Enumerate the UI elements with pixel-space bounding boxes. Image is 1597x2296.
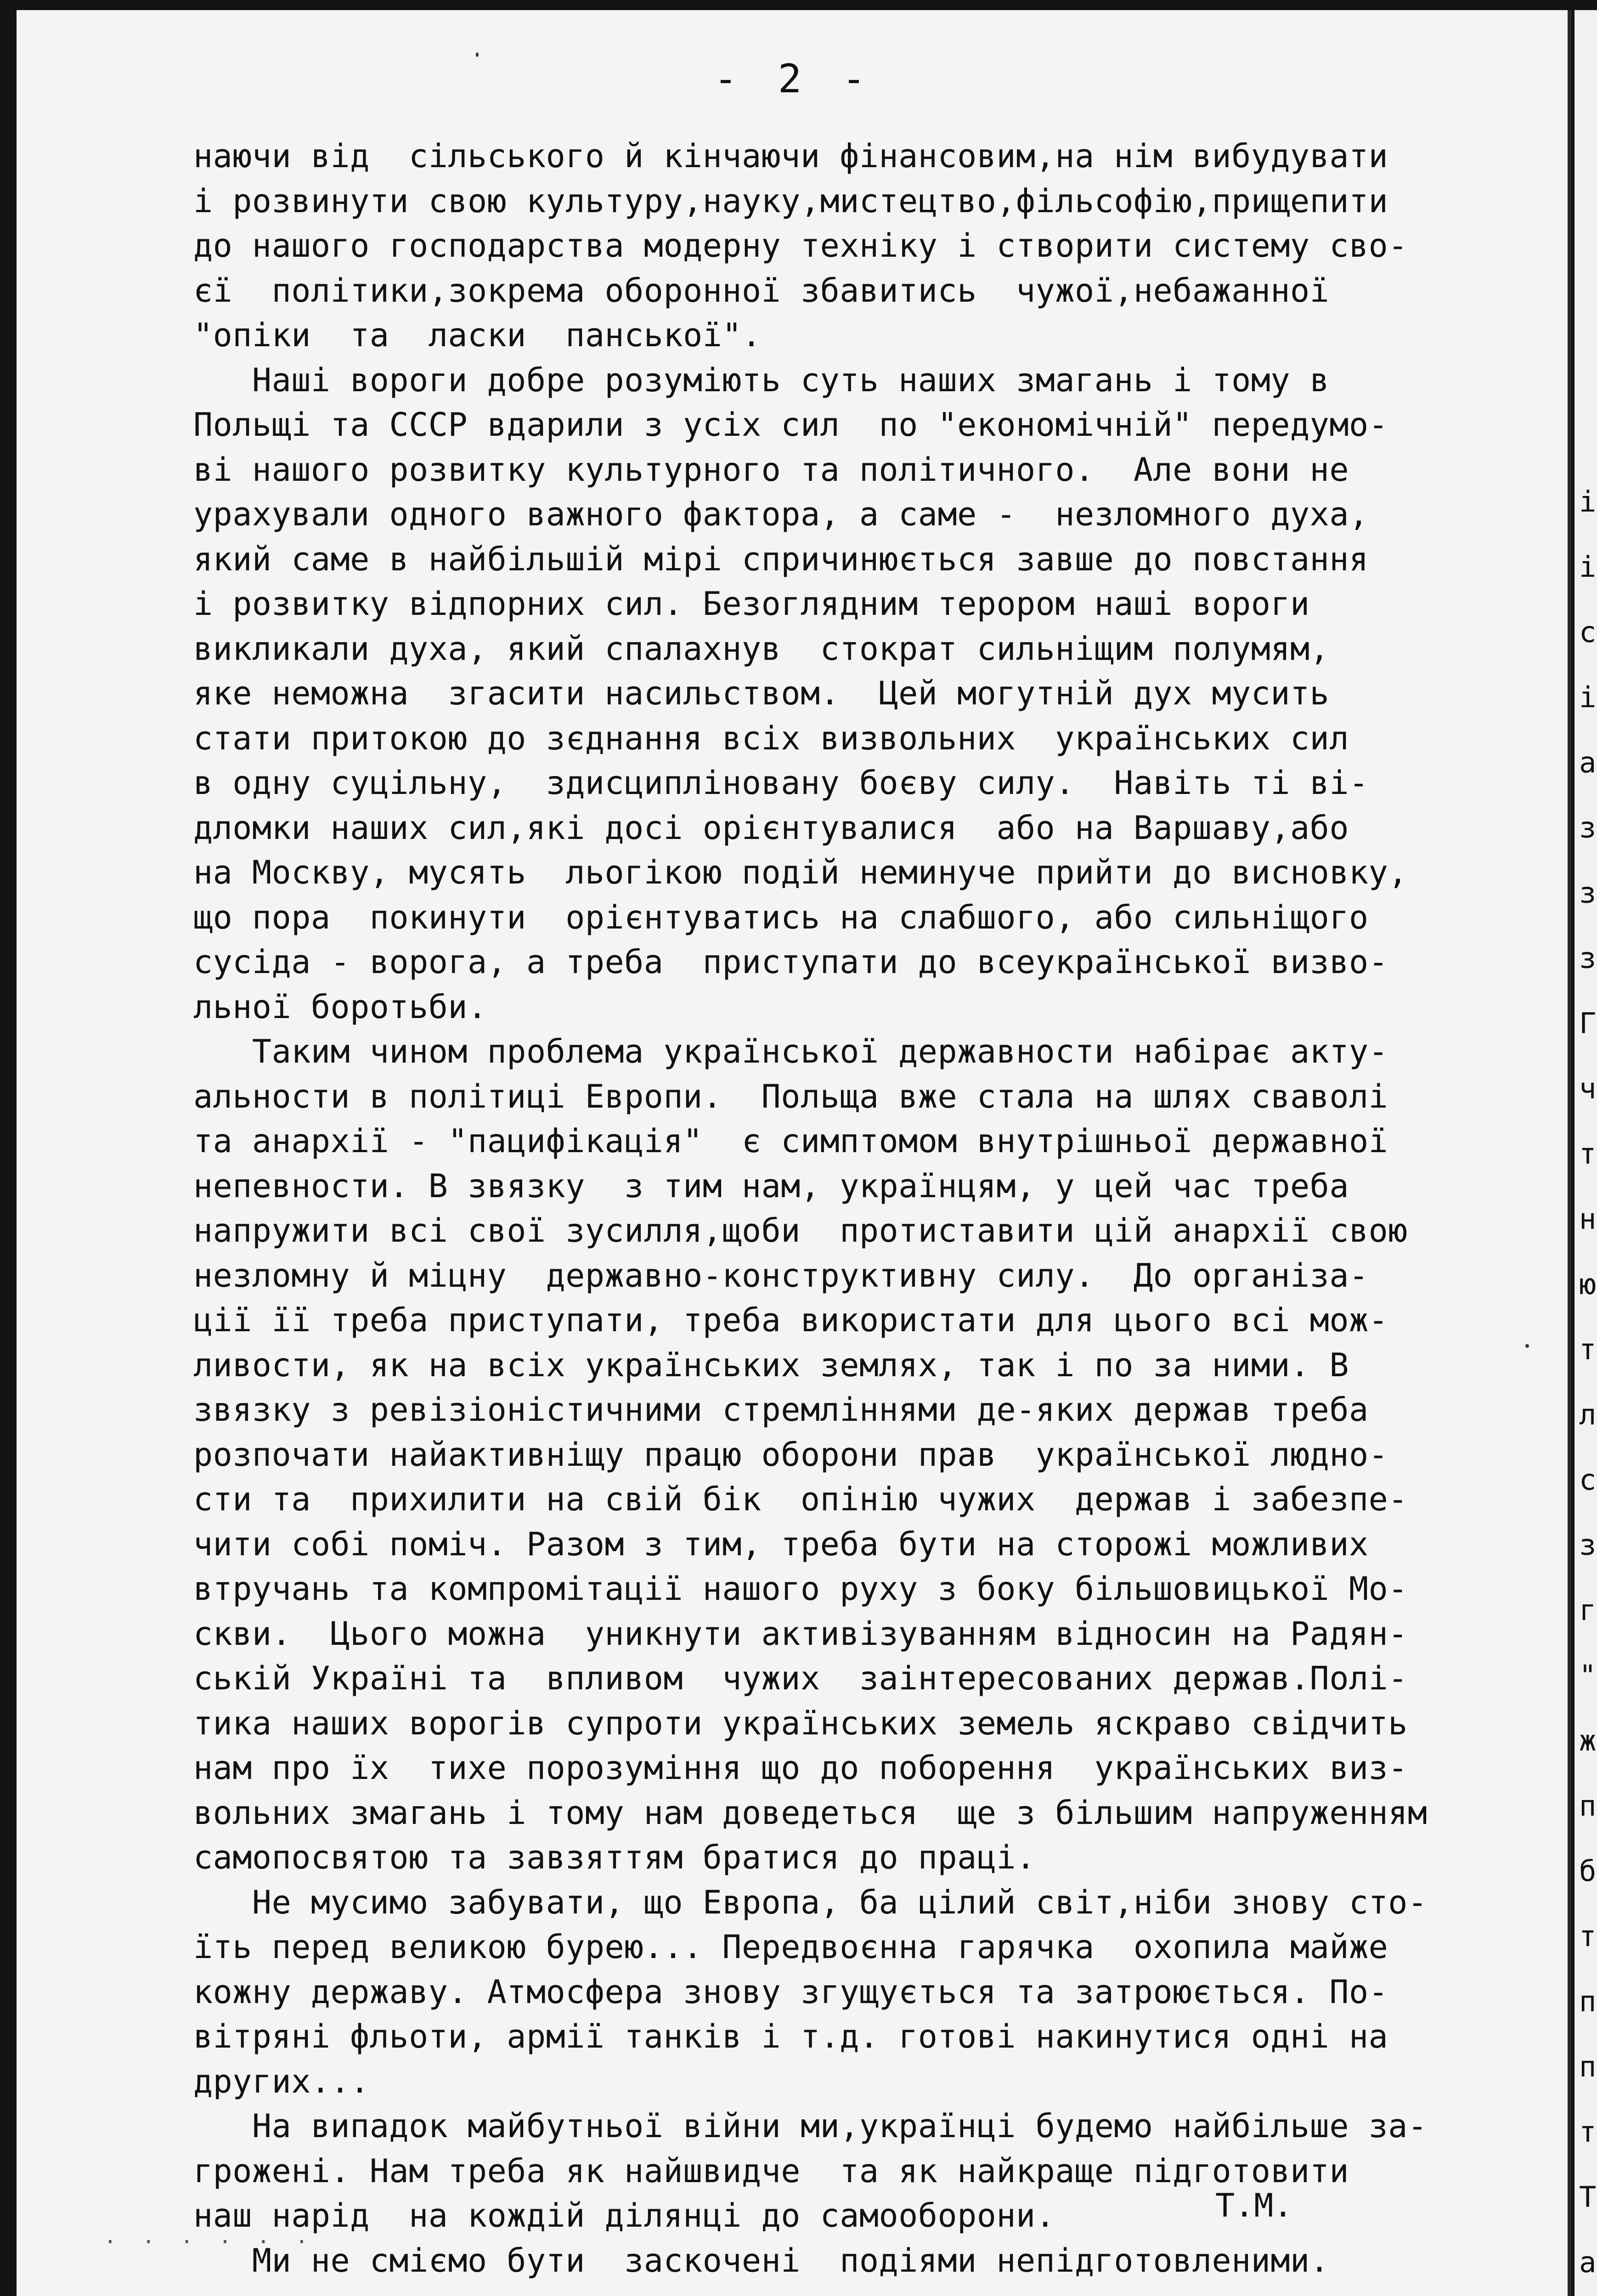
adjacent-page-char: Т	[1579, 2180, 1597, 2214]
text-line: вольних змагань і тому нам доведеться ще з більшим напруженням	[193, 1794, 1428, 1832]
adjacent-page-char: т	[1579, 1919, 1597, 1953]
page-number: - 2 -	[714, 56, 874, 102]
text-line: непевности. В звязку з тим нам, українцям, у цей час треба	[193, 1167, 1349, 1205]
adjacent-page-char: і	[1579, 485, 1597, 518]
text-line: чити собі поміч. Разом з тим, треба бути на сторожі можливих	[193, 1525, 1369, 1563]
adjacent-page-char: і	[1579, 550, 1597, 584]
text-line: Наші вороги добре розуміють суть наших змагань і тому в	[193, 361, 1330, 399]
ink-speck	[1525, 1344, 1529, 1348]
text-line: стати притокою до зєднання всіх визвольних українських сил	[193, 719, 1349, 757]
adjacent-page-char: т	[1579, 1333, 1597, 1366]
text-line: яке неможна згасити насильством. Цей могутній дух мусить	[193, 675, 1330, 712]
text-line: Ми не сміємо бути заскочені подіями непідготовленими.	[193, 2241, 1330, 2279]
text-line: втручань та компромітації нашого руху з боку більшовицької Мо-	[193, 1570, 1408, 1608]
ink-speck	[476, 52, 479, 57]
adjacent-page-char: л	[1579, 1398, 1597, 1431]
text-line: їть перед великою бурею... Передвоєнна гарячка охопила майже	[193, 1928, 1388, 1966]
text-line: єї політики,зокрема оборонної збавитись чужої,небажанної	[193, 271, 1330, 310]
text-line: незломну й міцну державно-конструктивну силу. До організа-	[193, 1256, 1369, 1294]
adjacent-page-char: "	[1579, 1659, 1597, 1692]
text-line: На випадок майбутньої війни ми,українці будемо найбільше за-	[193, 2107, 1428, 2145]
text-line: ції її треба приступати, треба використати для цього всі мож-	[193, 1301, 1388, 1339]
adjacent-page-char: ж	[1579, 1724, 1597, 1757]
text-line: альности в політиці Европи. Польща вже стала на шлях сваволі	[193, 1077, 1388, 1115]
text-line: нам про їх тихе порозуміння що до поборення українських виз-	[193, 1749, 1408, 1787]
text-line: Польщі та СССР вдарили з усіх сил по "економічній" передумо-	[193, 406, 1388, 444]
author-signature: Т.М.	[1215, 2187, 1293, 2224]
text-line: сти та прихилити на свій бік опінію чужих держав і забезпе-	[193, 1480, 1408, 1518]
text-line: других...	[193, 2062, 370, 2100]
adjacent-page-char: з	[1579, 941, 1597, 975]
adjacent-page-strip	[1574, 10, 1597, 2296]
text-line: і розвитку відпорних сил. Безоглядним терором наші вороги	[193, 585, 1310, 623]
adjacent-page-char: п	[1579, 1985, 1597, 2018]
adjacent-page-char: ч	[1579, 1072, 1597, 1105]
text-line: до нашого господарства модерну техніку і створити систему сво-	[193, 227, 1408, 264]
adjacent-page-char: і	[1579, 681, 1597, 714]
text-line: що пора покинути орієнтуватись на слабшого, або сильніщого	[193, 898, 1369, 936]
text-line: льної боротьби.	[193, 988, 487, 1026]
text-line: який саме в найбільшій мірі спричинюється завше до повстання	[193, 540, 1369, 578]
adjacent-page-char: б	[1579, 1854, 1597, 1888]
text-line: скви. Цього можна уникнути активізуванням відносин на Радян-	[193, 1615, 1408, 1653]
text-line: грожені. Нам треба як найшвидче та як найкраще підготовити	[193, 2152, 1349, 2190]
text-line: наш нарід на кождій ділянці до самооборони.	[193, 2197, 1055, 2234]
document-page	[17, 10, 1571, 2296]
document-body	[193, 134, 1571, 2283]
text-line: та анархії - "пацифікація" є симптомом внутрішньої державної	[193, 1122, 1388, 1160]
adjacent-page-char: п	[1579, 1789, 1597, 1823]
adjacent-page-char: ю	[1579, 1267, 1597, 1301]
text-line: ливости, як на всіх українських землях, так і по за ними. В	[193, 1346, 1349, 1384]
text-line: на Москву, мусять льогікою подій неминуче прийти до висновку,	[193, 854, 1408, 891]
adjacent-page-char: т	[1579, 1137, 1597, 1171]
text-line: тика наших ворогів супроти українських земель яскраво свідчить	[193, 1704, 1408, 1742]
text-line: Не мусимо забувати, що Европа, ба цілий світ,ніби знову сто-	[193, 1883, 1428, 1921]
page-edge	[1568, 10, 1571, 2296]
text-line: наючи від сільського й кінчаючи фінансовим,на нім вибудувати	[193, 137, 1388, 175]
adjacent-page-char: а	[1579, 2245, 1597, 2279]
adjacent-page-char: с	[1579, 615, 1597, 649]
adjacent-page-char: з	[1579, 876, 1597, 910]
text-line: і розвинути свою культуру,науку,мистецтво,фільсофію,прищепити	[193, 182, 1388, 220]
text-line: розпочати найактивніщу працю оборони прав української людно-	[193, 1435, 1388, 1474]
adjacent-page-char: з	[1579, 811, 1597, 844]
text-line: сусіда - ворога, а треба приступати до всеукраїнської визво-	[193, 943, 1388, 981]
text-line: дломки наших сил,які досі орієнтувалися або на Варшаву,або	[193, 809, 1349, 847]
adjacent-page-char: н	[1579, 1202, 1597, 1236]
text-line: кожну державу. Атмосфера знову згущується та затроюється. По-	[193, 1973, 1388, 2011]
text-line: урахували одного важного фактора, а саме - незломного духа,	[193, 495, 1369, 533]
margin-dots: . . . . . .	[104, 2223, 315, 2248]
text-line: ській Україні та впливом чужих заінтересованих держав.Полі-	[193, 1660, 1408, 1697]
adjacent-page-char: з	[1579, 1528, 1597, 1562]
adjacent-page-char: т	[1579, 2115, 1597, 2149]
adjacent-page-char: г	[1579, 1593, 1597, 1627]
adjacent-page-char: а	[1579, 746, 1597, 779]
text-line: в одну суцільну, здисциплінованy боєву силу. Навіть ті ві-	[193, 764, 1369, 802]
text-line: напружити всі свої зусилля,щоби протиставити цій анархії свою	[193, 1212, 1408, 1249]
text-line: ві нашого розвитку культурного та політичного. Але вони не	[193, 450, 1349, 489]
text-line: вітряні фльоти, армії танків і т.д. готові накинутися одні на	[193, 2018, 1388, 2055]
adjacent-page-char: Г	[1579, 1007, 1597, 1040]
text-line: самопосвятою та завзяттям братися до праці.	[193, 1839, 1036, 1876]
adjacent-page-char: п	[1579, 2050, 1597, 2083]
text-line: звязку з ревізіоністичними стремліннями де-яких держав треба	[193, 1391, 1369, 1429]
text-line: Таким чином проблема української державности набірає акту-	[193, 1033, 1388, 1070]
adjacent-page-char: с	[1579, 1463, 1597, 1497]
text-line: "опіки та ласки панської".	[193, 316, 762, 354]
text-line: викликали духа, який спалахнув стократ сильніщим полумям,	[193, 630, 1330, 668]
